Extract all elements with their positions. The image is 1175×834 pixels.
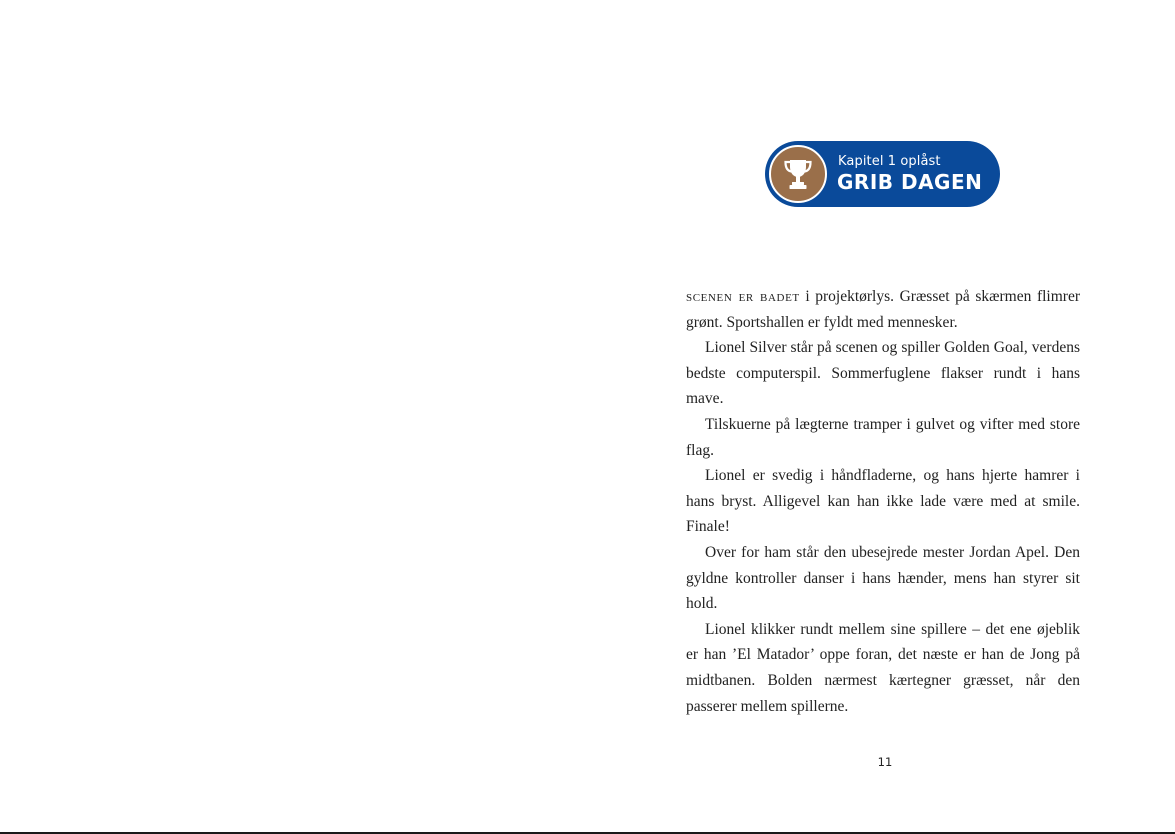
badge-title: GRIB DAGEN bbox=[837, 170, 983, 194]
chapter-body-text bbox=[686, 284, 1080, 719]
paragraph: Lionel klikker rundt mellem sine spillere – det ene øjeblik er han ’El Matador’ oppe foran, det næste er han de Jong på midtbanen. Bolden nærmest kærtegner græsset, når den passerer mellem spillerne. bbox=[686, 620, 1080, 715]
paragraph: Lionel er svedig i håndfladerne, og hans hjerte hamrer i hans bryst. Alligevel kan han ikke lade være med at smile. Finale! bbox=[686, 467, 1080, 536]
paragraph-lead-in: scenen er badet bbox=[686, 288, 800, 305]
paragraph bbox=[686, 284, 1080, 335]
page-number: 11 bbox=[877, 755, 893, 769]
left-page-blank bbox=[0, 0, 587, 832]
chapter-unlocked-badge bbox=[765, 141, 1000, 207]
trophy-medallion bbox=[769, 145, 827, 203]
trophy-icon bbox=[783, 158, 813, 192]
badge-subtitle: Kapitel 1 oplåst bbox=[838, 154, 941, 169]
paragraph: Lionel Silver står på scenen og spiller Golden Goal, verdens bedste computerspil. Sommerfuglene flakser rundt i hans mave. bbox=[686, 339, 1080, 408]
paragraph: Tilskuerne på lægterne tramper i gulvet og vifter med store flag. bbox=[686, 415, 1080, 459]
paragraph-text: i projektørlys. Græsset på skærmen flimrer grønt. Sportshallen er fyldt med mennesker. bbox=[686, 288, 1081, 331]
paragraph: Over for ham står den ubesejrede mester Jordan Apel. Den gyldne kontroller danser i hans hænder, mens han styrer sit hold. bbox=[686, 543, 1080, 613]
